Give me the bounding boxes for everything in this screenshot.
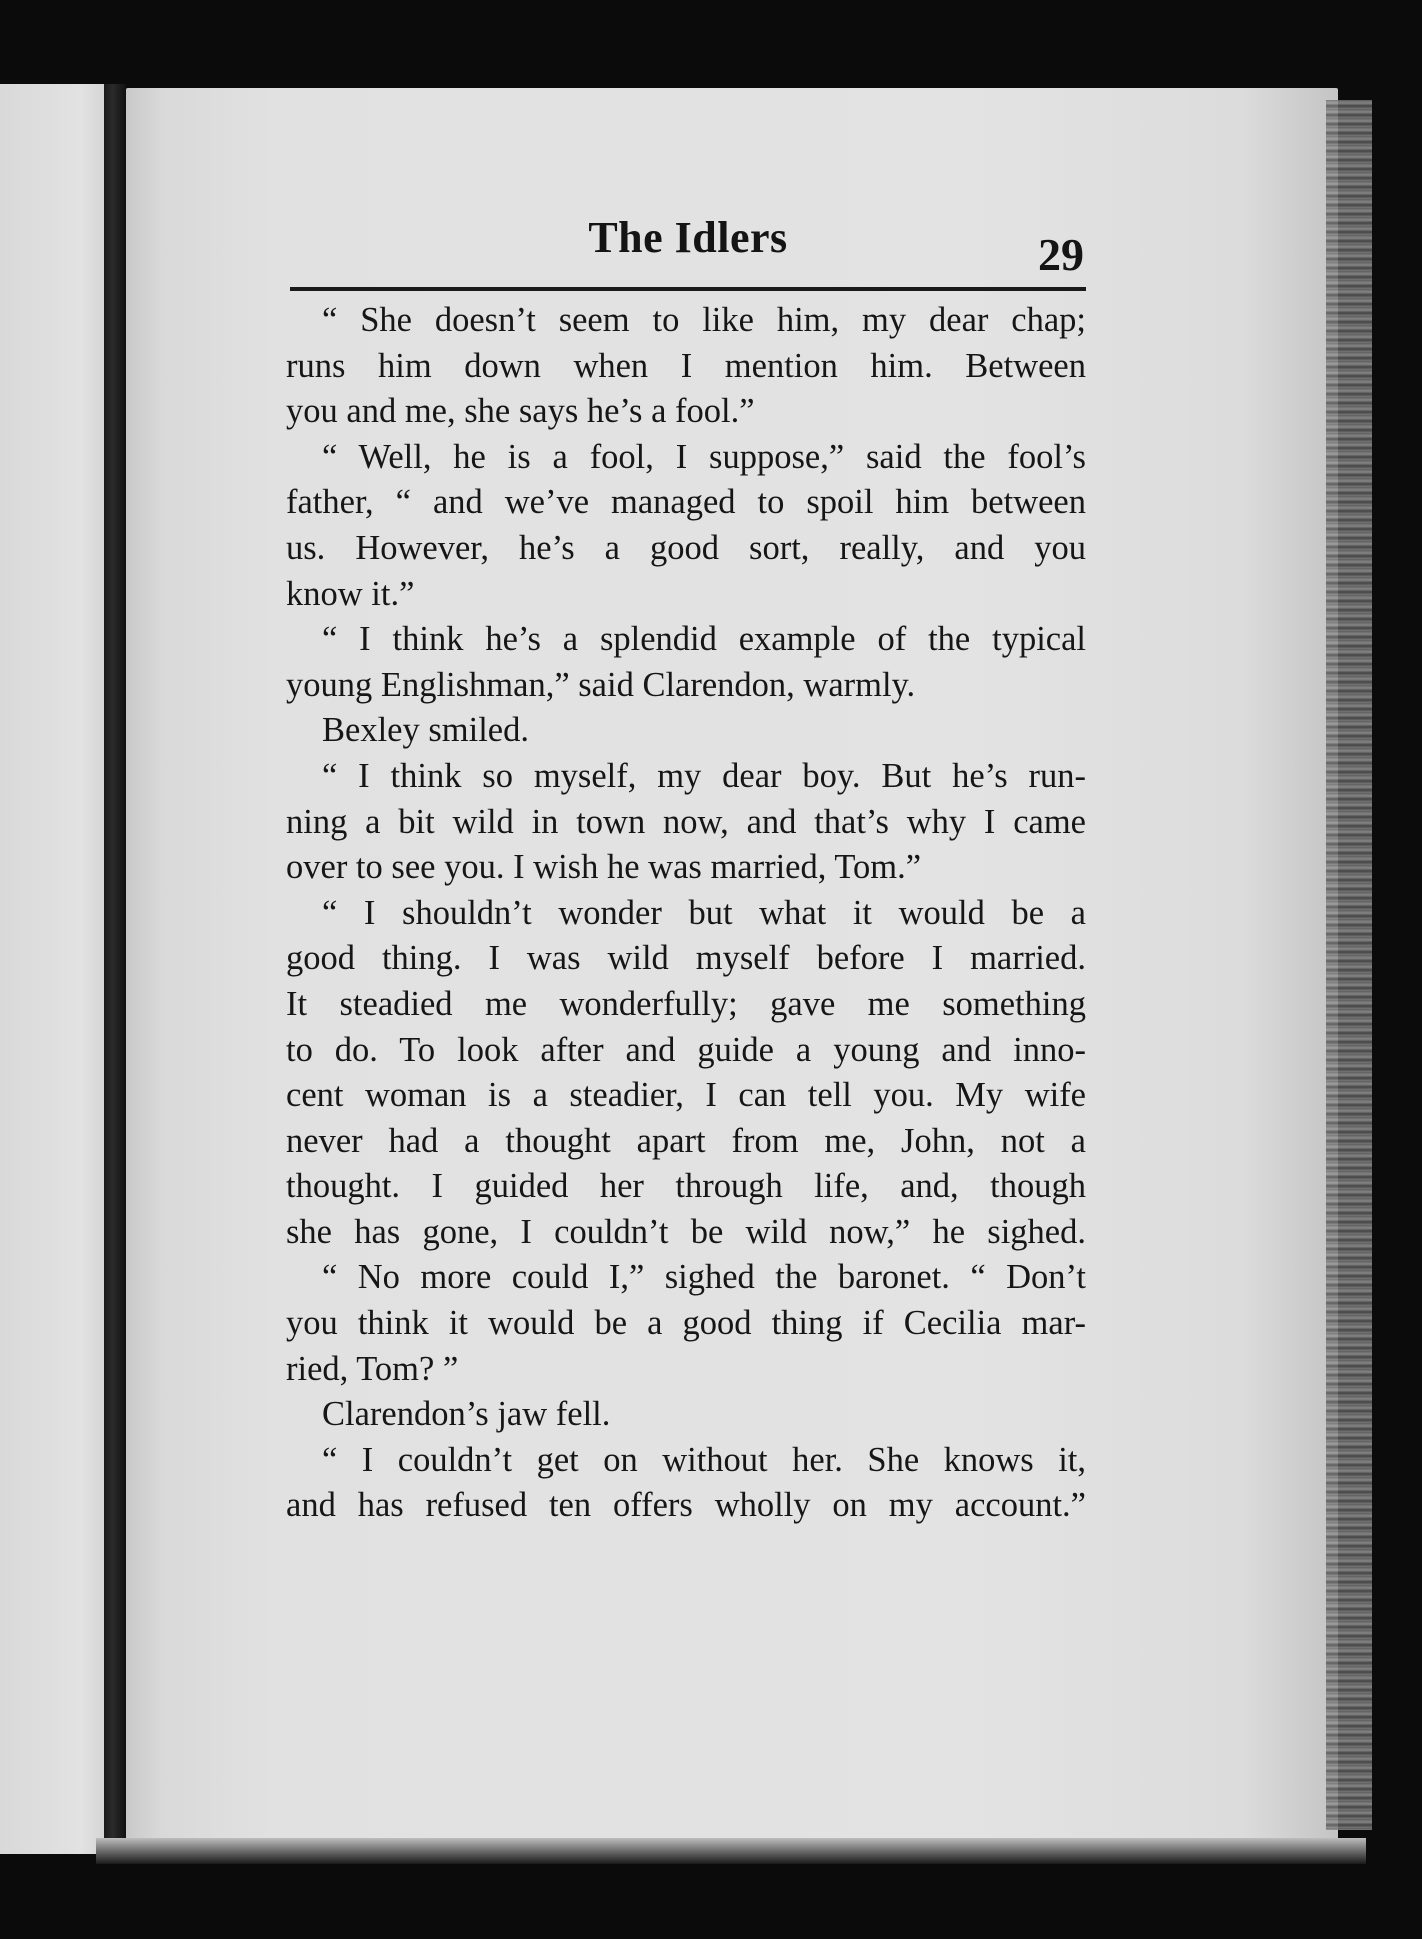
text-line: good thing. I was wild myself before I married. — [286, 939, 1086, 978]
text-line: to do. To look after and guide a young and inno- — [286, 1030, 1086, 1069]
text-line: “ She doesn’t seem to like him, my dear chap; — [322, 301, 1086, 339]
text-line: “ I think he’s a splendid example of the typical — [322, 620, 1086, 659]
body-text — [286, 298, 1086, 1529]
text-line: “ I shouldn’t wonder but what it would be a — [322, 893, 1086, 932]
text-line: Bexley smiled. — [322, 711, 529, 750]
text-line: “ Well, he is a fool, I suppose,” said the fool’s — [322, 437, 1086, 476]
book-spine — [104, 84, 126, 1854]
page-number: 29 — [1038, 229, 1084, 280]
text-line: cent woman is a steadier, I can tell you. My wife — [286, 1076, 1086, 1115]
text-line: she has gone, I couldn’t be wild now,” he sighed. — [286, 1212, 1086, 1251]
text-line: you think it would be a good thing if Cecilia mar- — [286, 1304, 1086, 1343]
text-line: over to see you. I wish he was married, Tom.” — [286, 848, 922, 887]
page-right-edge — [1326, 100, 1372, 1830]
page-bottom-edge — [96, 1838, 1366, 1864]
text-line: father, “ and we’ve managed to spoil him between — [286, 483, 1086, 522]
text-line: “ No more could I,” sighed the baronet. “ Don’t — [322, 1258, 1086, 1297]
text-line: ried, Tom? ” — [286, 1349, 459, 1388]
text-line: never had a thought apart from me, John, not a — [286, 1121, 1086, 1160]
text-line: thought. I guided her through life, and, though — [286, 1167, 1086, 1206]
text-line: ning a bit wild in town now, and that’s why I came — [286, 802, 1086, 841]
text-line: and has refused ten offers wholly on my account.” — [286, 1486, 1086, 1525]
page-header — [290, 212, 1086, 282]
text-line: runs him down when I mention him. Between — [286, 346, 1086, 385]
left-page-edge — [0, 84, 116, 1854]
running-title: The Idlers — [588, 213, 788, 262]
text-line: It steadied me wonderfully; gave me something — [286, 984, 1086, 1023]
text-line: Clarendon’s jaw fell. — [322, 1395, 611, 1434]
header-rule — [290, 287, 1086, 291]
text-line: you and me, she says he’s a fool.” — [286, 392, 755, 431]
text-line: “ I think so myself, my dear boy. But he’s run- — [322, 756, 1086, 795]
text-line: “ I couldn’t get on without her. She knows it, — [322, 1440, 1086, 1479]
text-line: know it.” — [286, 574, 415, 613]
text-line: young Englishman,” said Clarendon, warmly. — [286, 665, 916, 704]
text-line: us. However, he’s a good sort, really, and you — [286, 528, 1086, 567]
